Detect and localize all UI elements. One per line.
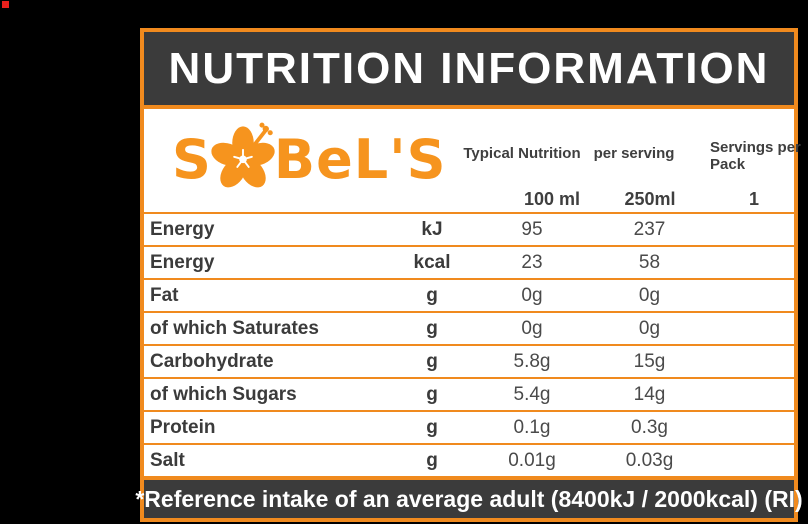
red-dot-marker xyxy=(2,1,9,8)
table-row-energy-kj xyxy=(144,212,794,245)
nutrient-unit: g xyxy=(426,317,438,339)
nutrient-name: Salt xyxy=(150,449,185,471)
label-body xyxy=(140,109,801,476)
column-header-per-serving: per serving xyxy=(593,145,675,162)
nutrient-unit: g xyxy=(426,284,438,306)
nutrient-name: Carbohydrate xyxy=(150,350,274,372)
table-row-sugars xyxy=(144,377,794,410)
value-per-serving: 15g xyxy=(633,350,666,372)
nutrient-name: of which Saturates xyxy=(150,317,319,339)
value-per-serving: 0.03g xyxy=(625,449,674,471)
column-subheader-100ml: 100 ml xyxy=(523,189,581,209)
value-per-100ml: 5.8g xyxy=(513,350,551,372)
reference-intake-note: *Reference intake of an average adult (8400kJ / 2000kcal) (RI) xyxy=(135,485,803,512)
nutrition-label xyxy=(135,28,803,522)
brand-logo xyxy=(172,128,447,202)
label-title-bar xyxy=(140,28,798,109)
brand-text-right: BeL'S xyxy=(273,128,447,191)
column-subheader-250ml: 250ml xyxy=(624,189,676,209)
table-header xyxy=(144,109,801,212)
column-header-servings-per-pack: Servings per Pack xyxy=(710,139,801,173)
table-row-energy-kcal xyxy=(144,245,794,278)
nutrient-name: Energy xyxy=(150,251,215,273)
value-per-serving: 237 xyxy=(633,218,666,240)
value-per-100ml: 0g xyxy=(521,284,543,306)
table-row-protein xyxy=(144,410,794,443)
nutrient-unit: kcal xyxy=(413,251,451,273)
hibiscus-flower-icon xyxy=(205,115,281,202)
servings-per-pack-value: 1 xyxy=(748,189,760,209)
value-per-100ml: 0g xyxy=(521,317,543,339)
nutrient-unit: g xyxy=(426,383,438,405)
nutrient-name: Fat xyxy=(150,284,179,306)
table-row-carbohydrate xyxy=(144,344,794,377)
table-row-salt xyxy=(144,443,794,476)
value-per-100ml: 23 xyxy=(521,251,543,273)
nutrient-unit: g xyxy=(426,350,438,372)
nutrient-name: of which Sugars xyxy=(150,383,297,405)
value-per-serving: 0.3g xyxy=(631,416,668,438)
nutrient-name: Protein xyxy=(150,416,216,438)
table-row-saturates xyxy=(144,311,794,344)
value-per-serving: 0g xyxy=(638,317,661,339)
nutrient-name: Energy xyxy=(150,218,215,240)
reference-intake-bar xyxy=(135,476,803,522)
value-per-100ml: 0.1g xyxy=(513,416,551,438)
value-per-serving: 14g xyxy=(633,383,666,405)
value-per-100ml: 95 xyxy=(521,218,543,240)
brand-text-left: S xyxy=(172,128,212,191)
column-header-typical-nutrition: Typical Nutrition xyxy=(463,145,581,162)
table-row-fat xyxy=(144,278,794,311)
nutrient-unit: kJ xyxy=(421,218,443,240)
page-title: NUTRITION INFORMATION xyxy=(168,43,770,93)
value-per-100ml: 0.01g xyxy=(508,449,556,471)
nutrient-unit: g xyxy=(426,449,438,471)
value-per-100ml: 5.4g xyxy=(513,383,551,405)
value-per-serving: 0g xyxy=(638,284,661,306)
nutrient-unit: g xyxy=(426,416,438,438)
value-per-serving: 58 xyxy=(638,251,661,273)
